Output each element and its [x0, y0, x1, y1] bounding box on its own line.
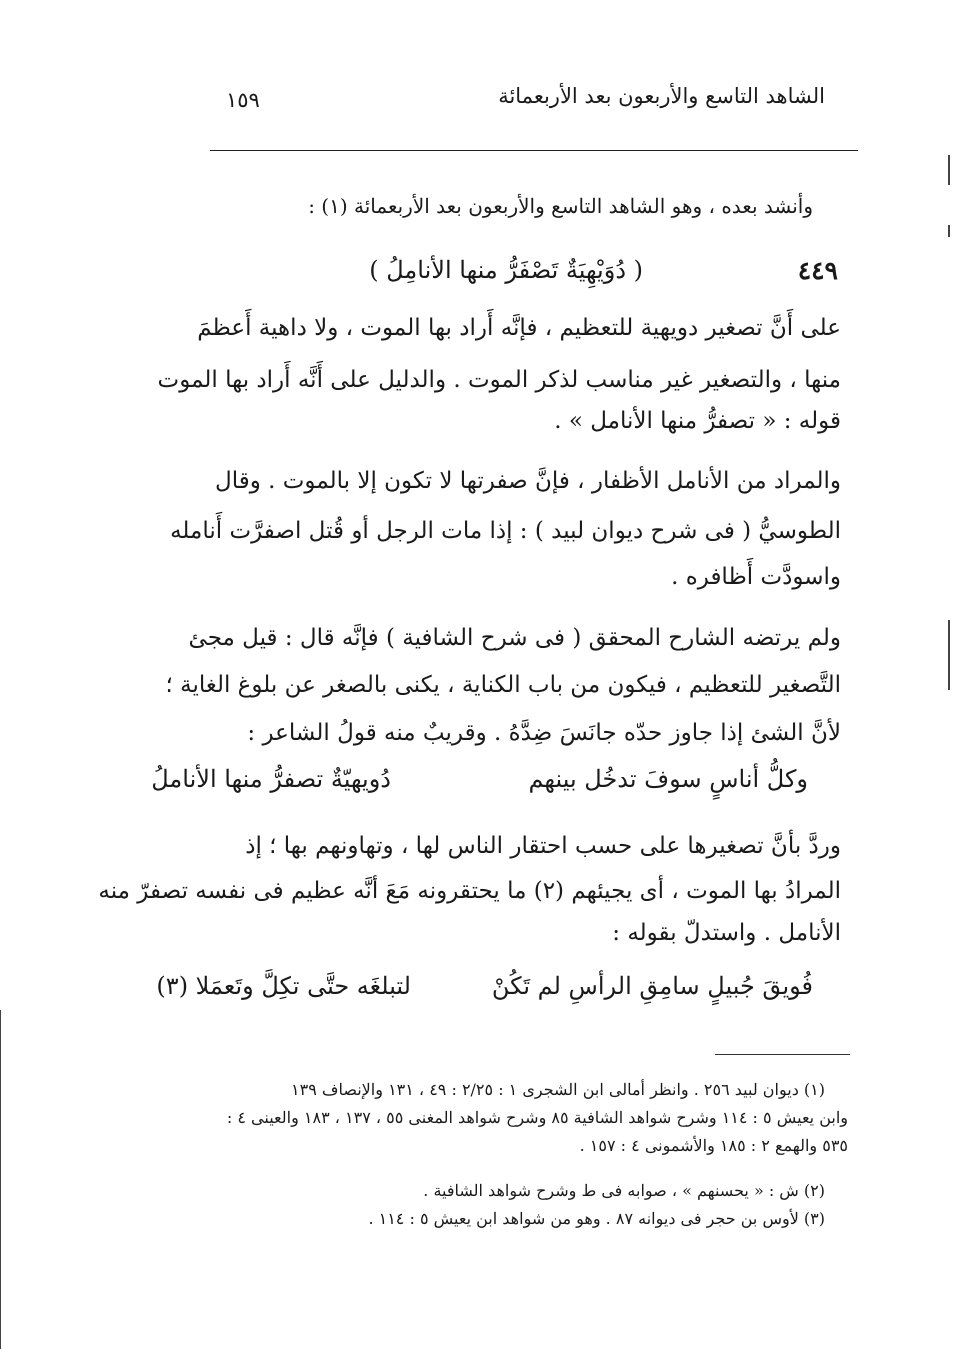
footnote-1: (١) ديوان لبيد ٢٥٦ . وانظر أمالى ابن الشجرى ١ : ٢/٢٥ : ٤٩ ، ١٣١ والإنصاف ١٣٩ — [291, 1080, 825, 1099]
margin-mark — [948, 155, 950, 185]
header-rule — [210, 150, 858, 151]
paragraph-1-line: منها ، والتصغير غير مناسب لذكر الموت . والدليل على أَنَّه أَراد بها الموت — [157, 367, 841, 393]
running-header-title: الشاهد التاسع والأربعون بعد الأربعمائة — [498, 84, 825, 108]
witness-number: ٤٤٩ — [797, 256, 838, 285]
intro-line: وأنشد بعده ، وهو الشاهد التاسع والأربعون بعد الأربعمائة (١) : — [308, 194, 813, 218]
verse-1-first-hemistich: وكلُّ أناسٍ سوفَ تدخُل بينهم — [528, 765, 808, 793]
verse-2-second-hemistich: لتبلغَه حتَّى تكِلَّ وتَعمَلا (٣) — [156, 972, 411, 1000]
paragraph-3-line: ولم يرتضه الشارح المحقق ( فى شرح الشافية ) فإنَّه قال : قيل مجئ — [188, 625, 841, 651]
footnote-3: (٣) لأوس بن حجر فى ديوانه ٨٧ . وهو من شواهد ابن يعيش ٥ : ١١٤ . — [368, 1209, 825, 1228]
witness-verse: ( دُوَيْهِيَةٌ تَصْفَرُّ منها الأنامِلُ ) — [369, 256, 643, 284]
paragraph-4-line: المرادُ بها الموت ، أى يجيئهم (٢) ما يحتقرونه مَعَ أنَّه عظيم فى نفسه تصفرّ منه — [98, 878, 841, 904]
margin-mark — [948, 620, 950, 690]
footnote-2: (٢) ش : « يحسنهم » ، صوابه فى ط وشرح شواهد الشافية . — [423, 1181, 825, 1200]
page-number: ١٥٩ — [226, 88, 260, 112]
paragraph-2-line: الطوسيُّ ( فى شرح ديوان لبيد ) : إذا مات الرجل أو قُتل اصفرَّت أَنامله — [170, 518, 841, 544]
paragraph-3-line: التَّصغير للتعظيم ، فيكون من باب الكناية ، يكنى بالصغر عن بلوغ الغاية ؛ — [165, 672, 841, 698]
footnote-1-continued: ٥٣٥ والهمع ٢ : ١٨٥ والأشمونى ٤ : ١٥٧ . — [579, 1136, 848, 1155]
paragraph-4-line: وردَّ بأنَّ تصغيرها على حسب احتقار الناس لها ، وتهاونهم بها ؛ إذ — [245, 833, 841, 859]
verse-1-second-hemistich: دُويهيّةٌ تصفرُّ منها الأناملُ — [151, 765, 391, 793]
footnote-1-continued: وابن يعيش ٥ : ١١٤ وشرح شواهد الشافية ٨٥ وشرح شواهد المغنى ٥٥ ، ١٣٧ ، ١٨٣ والعينى ٤ : — [226, 1108, 848, 1127]
verse-2-first-hemistich: فُويقَ جُبيلٍ سامِقِ الرأسِ لم تَكُنْ — [491, 972, 813, 1000]
paragraph-4-line: الأنامل . واستدلّ بقوله : — [612, 920, 841, 946]
paragraph-2-line: والمراد من الأنامل الأظفار ، فإنَّ صفرتها لا تكون إلا بالموت . وقال — [215, 468, 841, 494]
paragraph-1-line: على أَنَّ تصغير دويهية للتعظيم ، فإنَّه أَراد بها الموت ، ولا داهية أَعظمَ — [197, 315, 841, 341]
paragraph-1-line: قوله : « تصفرُّ منها الأنامل » . — [554, 408, 841, 434]
paragraph-3-line: لأنَّ الشئ إذا جاوز حدّه جانَسَ ضِدَّهُ . وقريبٌ منه قولُ الشاعر : — [247, 720, 841, 746]
margin-mark — [0, 1010, 1, 1349]
margin-mark — [948, 225, 950, 237]
paragraph-2-line: واسودَّت أَظافره . — [671, 564, 841, 590]
footnote-rule — [715, 1054, 850, 1055]
